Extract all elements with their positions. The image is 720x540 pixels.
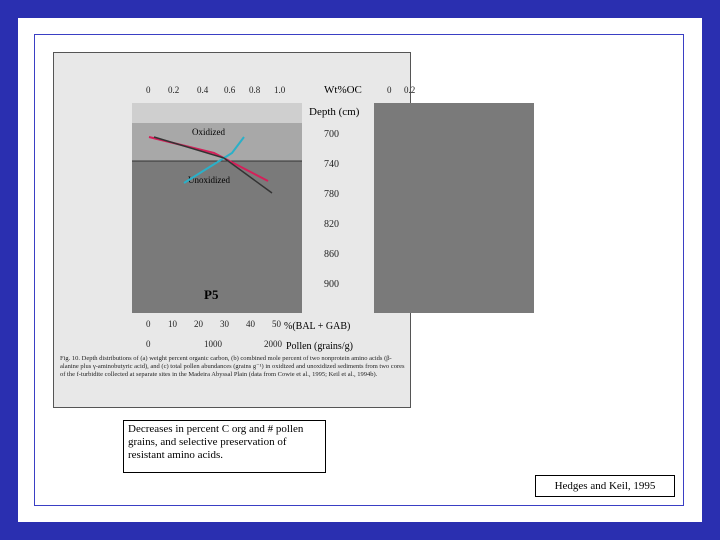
depth-tick: 780 [324,189,339,200]
pollen-axis-label: Pollen (grains/g) [286,341,353,352]
figure-graphic [54,53,416,407]
depth-tick: 860 [324,249,339,260]
depth-tick: 740 [324,159,339,170]
depth-tick: 700 [324,129,339,140]
left-unoxidized-label: Unoxidized [188,175,230,185]
bal-tick: 40 [246,319,255,329]
top-tick: 0.8 [249,85,261,95]
top-axis-label: Wt%OC [324,84,362,96]
top-tick: 0 [387,85,392,95]
pollen-tick: 0 [146,339,151,349]
top-tick: 0.2 [168,85,180,95]
left-panel-name: P5 [204,287,219,302]
slide-caption: Decreases in percent C org and # pollen grains, and selective preservation of resistant amino acids. [123,420,326,473]
bal-tick: 10 [168,319,177,329]
top-tick: 0.6 [224,85,236,95]
top-tick: 0.4 [197,85,209,95]
depth-label: Depth (cm) [309,106,360,118]
bal-tick: 30 [220,319,229,329]
pollen-tick: 2000 [264,339,282,349]
pollen-tick: 1000 [204,339,222,349]
left-oxidized-label: Oxidized [192,127,225,137]
top-tick: 1.0 [274,85,286,95]
figure-caption: Fig. 10. Depth distributions of (a) weight percent organic carbon, (b) combined mole percent of two nonprotein amino acids (β-alanine plus γ-aminobutyric acid), and (c) total pollen abundances (grains g⁻¹) in oxidized and unoxidized sediments from two cores of the f-turbidite collected at separate sites in the Madeira Abyssal Plain (data from Cowie et al., 1995; Keil et al., 1994b). [60,355,405,378]
top-tick: 0 [146,85,151,95]
bal-tick: 20 [194,319,203,329]
bal-axis-label: %(BAL + GAB) [284,321,351,332]
left-panel [132,103,302,313]
citation: Hedges and Keil, 1995 [535,475,675,497]
bal-tick: 50 [272,319,281,329]
depth-tick: 820 [324,219,339,230]
right-panel-main [374,103,534,313]
scanned-figure [53,52,416,408]
bal-tick: 0 [146,319,151,329]
top-tick: 0.2 [404,85,416,95]
depth-tick: 900 [324,279,339,290]
